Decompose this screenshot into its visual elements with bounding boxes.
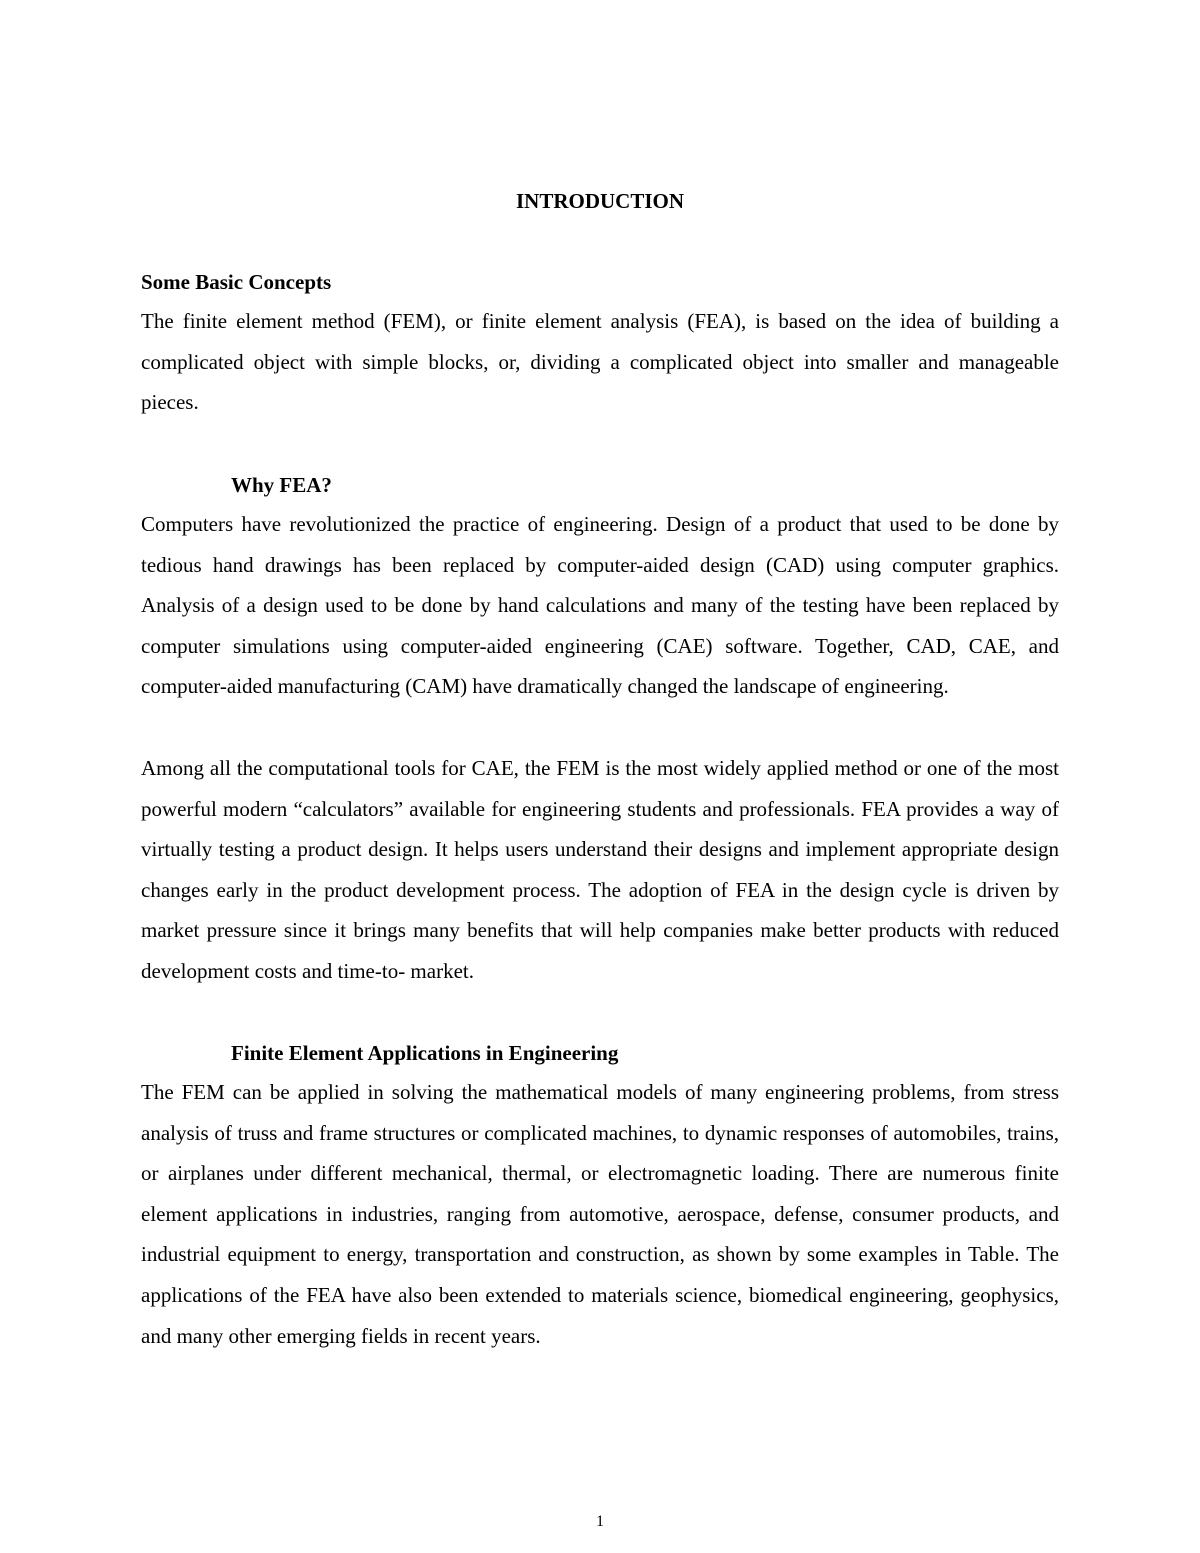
section-heading-why-fea: Why FEA? xyxy=(231,473,332,497)
page-number: 1 xyxy=(596,1513,604,1530)
paragraph-why-fea-among: Among all the computational tools for CAE, the FEM is the most widely applied method or one of the most powerful modern “calculators” available for engineering students and professionals. FEA provides a way of virtually testing a product design. It helps users understand their designs and implement appropriate design changes early in the product development process. The adoption of FEA in the design cycle is driven by market pressure since it brings many benefits that will help companies make better products with reduced development costs and time-to- market. xyxy=(141,756,1059,983)
paragraph-basic-concepts: The finite element method (FEM), or finite element analysis (FEA), is based on the idea of building a complicated object with simple blocks, or, dividing a complicated object into smaller and manageable pieces. xyxy=(141,309,1059,415)
page-title: INTRODUCTION xyxy=(515,189,685,213)
section-heading-applications: Finite Element Applications in Engineering xyxy=(231,1041,619,1065)
section-heading-basic-concepts: Some Basic Concepts xyxy=(141,270,332,294)
paragraph-applications: The FEM can be applied in solving the mathematical models of many engineering problems, from stress analysis of truss and frame structures or complicated machines, to dynamic responses of automobiles, trains, or airplanes under different mechanical, thermal, or electromagnetic loading. There are numerous finite element applications in industries, ranging from automotive, aerospace, defense, consumer products, and industrial equipment to energy, transportation and construction, as shown by some examples in Table. The applications of the FEA have also been extended to materials science, biomedical engineering, geophysics, and many other emerging fields in recent years. xyxy=(141,1080,1059,1348)
paragraph-why-fea-computers: Computers have revolutionized the practice of engineering. Design of a product that used to be done by tedious hand drawings has been replaced by computer-aided design (CAD) using computer graphics. Analysis of a design used to be done by hand calculations and many of the testing have been replaced by computer simulations using computer-aided engineering (CAE) software. Together, CAD, CAE, and computer-aided manufacturing (CAM) have dramatically changed the landscape of engineering. xyxy=(141,512,1059,699)
